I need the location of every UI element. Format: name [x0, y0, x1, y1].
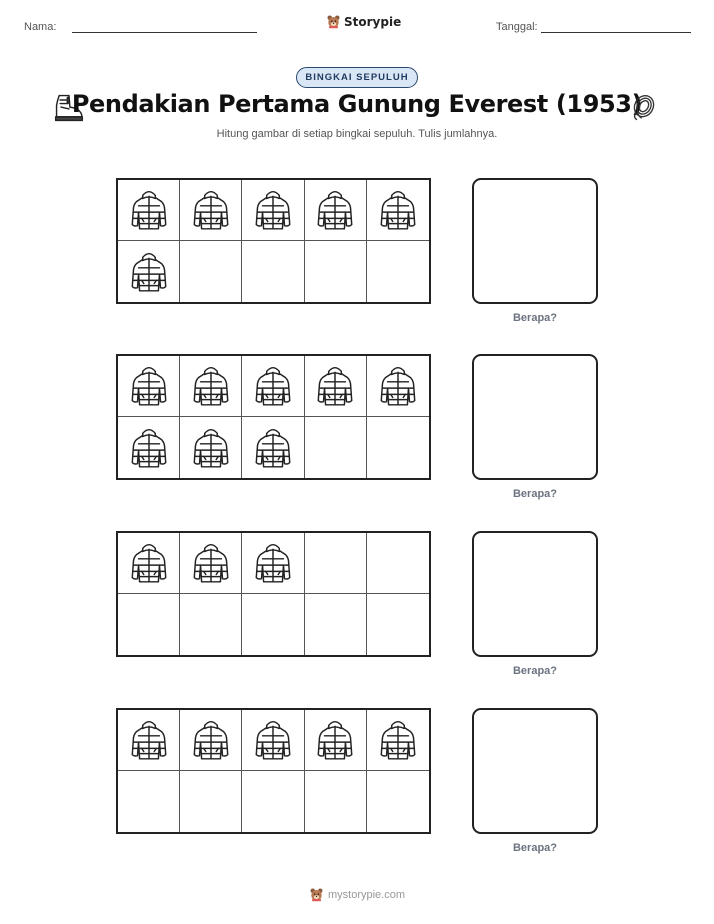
footer-url: mystorypie.com	[327, 888, 406, 901]
ten-frame-cell	[118, 710, 180, 771]
puffer-jacket-icon	[313, 363, 357, 409]
ten-frame	[116, 708, 431, 834]
answer-box[interactable]	[472, 354, 598, 480]
puffer-jacket-icon	[127, 717, 171, 763]
worksheet-type-badge: BINGKAI SEPULUH	[296, 67, 418, 88]
answer-box[interactable]	[472, 708, 598, 834]
ten-frame-cell	[180, 417, 242, 478]
ten-frame-cell	[242, 180, 304, 241]
footer	[0, 887, 714, 902]
puffer-jacket-icon	[251, 717, 295, 763]
ten-frame-cell	[180, 356, 242, 417]
page-title: Pendakian Pertama Gunung Everest (1953)	[71, 90, 643, 118]
ten-frame-cell	[242, 594, 304, 655]
ten-frame-cell	[180, 710, 242, 771]
answer-label: Berapa?	[512, 488, 558, 500]
ten-frame-cell	[242, 417, 304, 478]
puffer-jacket-icon	[313, 717, 357, 763]
puffer-jacket-icon	[127, 249, 171, 295]
ten-frame-cell	[118, 356, 180, 417]
ten-frame-cell	[305, 417, 367, 478]
date-label: Tanggal:	[496, 21, 538, 33]
answer-box[interactable]	[472, 531, 598, 657]
ten-frame-cell	[305, 771, 367, 832]
puffer-jacket-icon	[376, 363, 420, 409]
ten-frame	[116, 178, 431, 304]
bear-mascot-icon	[309, 887, 324, 902]
ten-frame-cell	[242, 533, 304, 594]
ten-frame-cell	[180, 241, 242, 302]
ten-frame-cell	[305, 356, 367, 417]
bear-mascot-icon	[326, 14, 341, 29]
ten-frame-cell	[242, 356, 304, 417]
answer-label: Berapa?	[512, 312, 558, 324]
ten-frame-cell	[367, 771, 429, 832]
ten-frame-cell	[118, 594, 180, 655]
ten-frame-cell	[305, 180, 367, 241]
ten-frame-cell	[367, 710, 429, 771]
ten-frame-cell	[242, 241, 304, 302]
ten-frame-cell	[118, 241, 180, 302]
ten-frame-cell	[118, 180, 180, 241]
answer-label: Berapa?	[512, 842, 558, 854]
puffer-jacket-icon	[189, 540, 233, 586]
ten-frame-cell	[118, 771, 180, 832]
ten-frame-cell	[367, 241, 429, 302]
puffer-jacket-icon	[189, 425, 233, 471]
ten-frame-cell	[305, 594, 367, 655]
ten-frame-cell	[367, 594, 429, 655]
puffer-jacket-icon	[251, 363, 295, 409]
date-field[interactable]	[541, 32, 691, 33]
ten-frame-cell	[367, 356, 429, 417]
name-field[interactable]	[72, 32, 257, 33]
ten-frame-cell	[367, 533, 429, 594]
puffer-jacket-icon	[251, 540, 295, 586]
ten-frame-cell	[180, 533, 242, 594]
puffer-jacket-icon	[376, 187, 420, 233]
answer-label: Berapa?	[512, 665, 558, 677]
ten-frame-cell	[180, 180, 242, 241]
ten-frame	[116, 354, 431, 480]
ten-frame-cell	[242, 710, 304, 771]
ten-frame-cell	[118, 533, 180, 594]
puffer-jacket-icon	[251, 425, 295, 471]
ten-frame-cell	[118, 417, 180, 478]
ten-frame-cell	[242, 771, 304, 832]
brand-name: Storypie	[344, 14, 402, 29]
ten-frame-cell	[305, 533, 367, 594]
puffer-jacket-icon	[251, 187, 295, 233]
puffer-jacket-icon	[127, 187, 171, 233]
brand-logo	[326, 14, 401, 29]
puffer-jacket-icon	[189, 717, 233, 763]
rope-icon	[629, 92, 659, 122]
ten-frame-cell	[180, 594, 242, 655]
puffer-jacket-icon	[376, 717, 420, 763]
puffer-jacket-icon	[189, 363, 233, 409]
answer-box[interactable]	[472, 178, 598, 304]
ten-frame	[116, 531, 431, 657]
ten-frame-cell	[305, 710, 367, 771]
ten-frame-cell	[367, 180, 429, 241]
ten-frame-cell	[305, 241, 367, 302]
puffer-jacket-icon	[313, 187, 357, 233]
ten-frame-cell	[180, 771, 242, 832]
puffer-jacket-icon	[189, 187, 233, 233]
puffer-jacket-icon	[127, 425, 171, 471]
puffer-jacket-icon	[127, 363, 171, 409]
name-label: Nama:	[24, 21, 57, 33]
puffer-jacket-icon	[127, 540, 171, 586]
ten-frame-cell	[367, 417, 429, 478]
instructions: Hitung gambar di setiap bingkai sepuluh. Tulis jumlahnya.	[216, 128, 498, 140]
